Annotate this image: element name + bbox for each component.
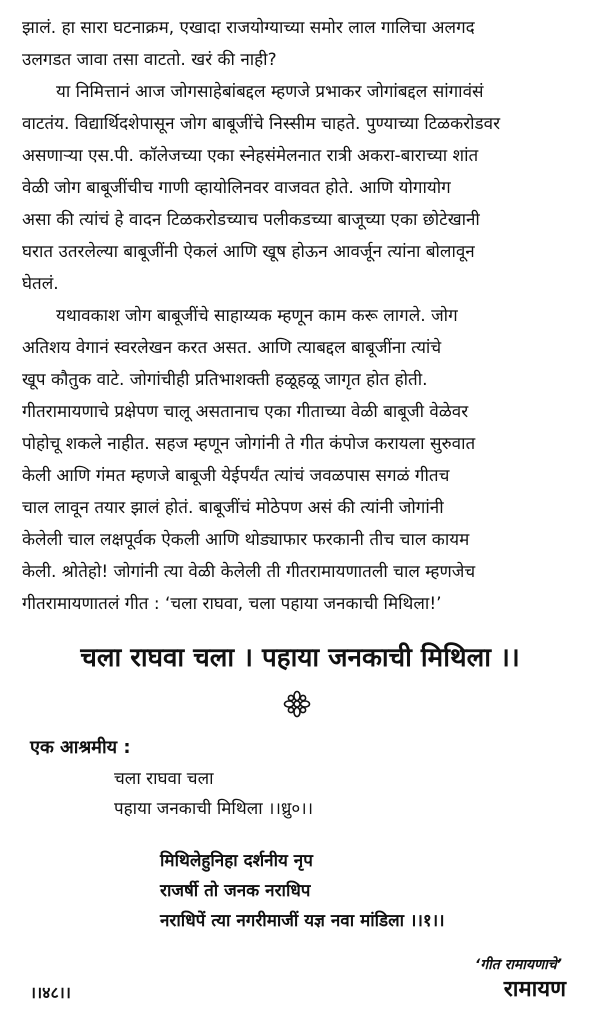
prose-body xyxy=(22,12,580,620)
stanza-block xyxy=(160,846,445,936)
floral-ornament-icon xyxy=(283,690,311,718)
refrain-line: पहाया जनकाची मिथिला ।।ध्रु०।। xyxy=(114,799,314,819)
prose-line: असा की त्यांचं हे वादन टिळकरोडच्याच पलीकडच्या बाजूच्या एका छोटेखानी xyxy=(22,210,480,230)
prose-line: केली आणि गंमत म्हणजे बाबूजी येईपर्यंत त्यांचं जवळपास सगळं गीतच xyxy=(22,466,450,486)
prose-line: केलेली चाल लक्षपूर्वक ऐकली आणि थोड्याफार फरकानी तीच चाल कायम xyxy=(22,530,470,550)
prose-line: झालं. हा सारा घटनाक्रम, एखादा राजयोग्याच्या समोर लाल गालिचा अलगद xyxy=(22,18,475,38)
refrain-block xyxy=(114,764,313,824)
prose-line: केली. श्रोतेहो! जोगांनी त्या वेळी केलेली ती गीतरामायणातली चाल म्हणजेच xyxy=(22,562,476,582)
prose-line: वेळी जोग बाबूजींचीच गाणी व्हायोलिनवर वाजवत होते. आणि योगायोग xyxy=(22,178,451,198)
stanza-line: मिथिलेहुनिहा दर्शनीय नृप xyxy=(160,851,313,871)
prose-line: गीतरामायणातलं गीत : ‘चला राघवा, चला पहाया जनकाची मिथिला!’ xyxy=(22,594,442,614)
prose-line: घरात उतरलेल्या बाबूजींनी ऐकलं आणि खूष होऊन आवर्जून त्यांना बोलावून xyxy=(22,242,475,262)
prose-line: खूप कौतुक वाटे. जोगांचीही प्रतिभाशक्ती हळूहळू जागृत होत होती. xyxy=(22,370,428,390)
prose-line: उलगडत जावा तसा वाटतो. खरं की नाही? xyxy=(22,50,277,70)
prose-line: या निमित्तानं आज जोगसाहेबांबद्दल म्हणजे प्रभाकर जोगांबद्दल सांगावंसं xyxy=(56,82,484,102)
footer-series-title: ‘गीत रामायणाचे’ xyxy=(474,957,562,973)
stanza-line: राजर्षी तो जनक नराधिप xyxy=(160,881,311,901)
stanza-line: नराधिपें त्या नगरीमाजीं यज्ञ नवा मांडिला ।।१।। xyxy=(160,911,445,931)
page-number: ।।४८।। xyxy=(30,983,71,1002)
refrain-line: चला राघवा चला xyxy=(114,769,214,789)
prose-line: पोहोचू शकले नाहीत. सहज म्हणून जोगांनी ते गीत कंपोज करायला सुरुवात xyxy=(22,434,476,454)
prose-line: चाल लावून तयार झालं होतं. बाबूजींचं मोठेपण असं की त्यांनी जोगांनी xyxy=(22,498,444,518)
prose-line: गीतरामायणाचे प्रक्षेपण चालू असतानाच एका गीताच्या वेळी बाबूजी वेळेवर xyxy=(22,402,469,422)
prose-line: अतिशय वेगानं स्वरलेखन करत असत. आणि त्याबद्दल बाबूजींना त्यांचे xyxy=(22,338,442,358)
footer-logo: रामायण xyxy=(503,976,566,1002)
verse-title: चला राघवा चला । पहाया जनकाची मिथिला ।। xyxy=(80,643,520,673)
speaker-label: एक आश्रमीय : xyxy=(30,737,131,758)
prose-line: यथावकाश जोग बाबूजींचे साहाय्यक म्हणून काम करू लागले. जोग xyxy=(56,306,458,326)
prose-line: घेतलं. xyxy=(22,274,59,294)
prose-line: वाटतंय. विद्यार्थिदशेपासून जोग बाबूजींचे निस्सीम चाहते. पुण्याच्या टिळकरोडवर xyxy=(22,114,501,134)
prose-line: असणाऱ्या एस.पी. कॉलेजच्या एका स्नेहसंमेलनात रात्री अकरा-बाराच्या शांत xyxy=(22,146,479,166)
